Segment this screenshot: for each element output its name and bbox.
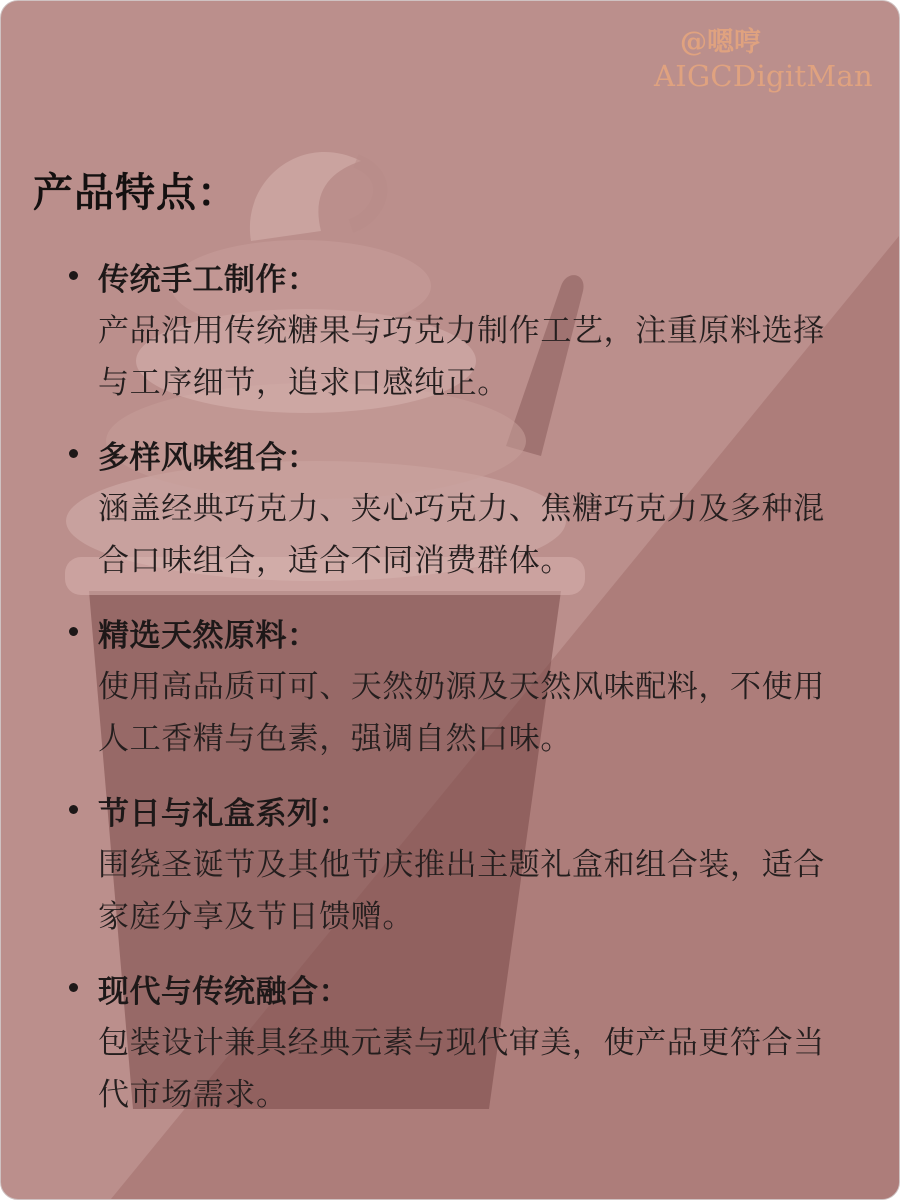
- bullet-icon: [69, 983, 78, 992]
- bullet-icon: [69, 271, 78, 280]
- feature-list: [69, 255, 839, 1145]
- feature-description: 涵盖经典巧克力、夹心巧克力、焦糖巧克力及多种混合口味组合，适合不同消费群体。: [98, 491, 825, 579]
- feature-description: 使用高品质可可、天然奶源及天然风味配料，不使用人工香精与色素，强调自然口味。: [98, 669, 825, 757]
- feature-item: [69, 967, 839, 1121]
- feature-title: 现代与传统融合：: [98, 974, 350, 1010]
- bullet-icon: [69, 449, 78, 458]
- feature-item: [69, 611, 839, 765]
- feature-title: 节日与礼盒系列：: [98, 796, 350, 832]
- watermark: [654, 27, 873, 93]
- watermark-handle: @嗯哼: [680, 27, 761, 58]
- feature-title: 传统手工制作：: [98, 262, 319, 298]
- feature-description: 围绕圣诞节及其他节庆推出主题礼盒和组合装，适合家庭分享及节日馈赠。: [98, 847, 825, 935]
- feature-item: [69, 255, 839, 409]
- bullet-icon: [69, 627, 78, 636]
- feature-title: 精选天然原料：: [98, 618, 319, 654]
- watermark-name: AIGCDigitMan: [653, 58, 873, 93]
- section-title: 产品特点：: [33, 170, 238, 216]
- feature-item: [69, 789, 839, 943]
- feature-title: 多样风味组合：: [98, 440, 319, 476]
- feature-item: [69, 433, 839, 587]
- feature-description: 产品沿用传统糖果与巧克力制作工艺，注重原料选择与工序细节，追求口感纯正。: [98, 313, 825, 401]
- bullet-icon: [69, 805, 78, 814]
- feature-description: 包装设计兼具经典元素与现代审美，使产品更符合当代市场需求。: [98, 1025, 825, 1113]
